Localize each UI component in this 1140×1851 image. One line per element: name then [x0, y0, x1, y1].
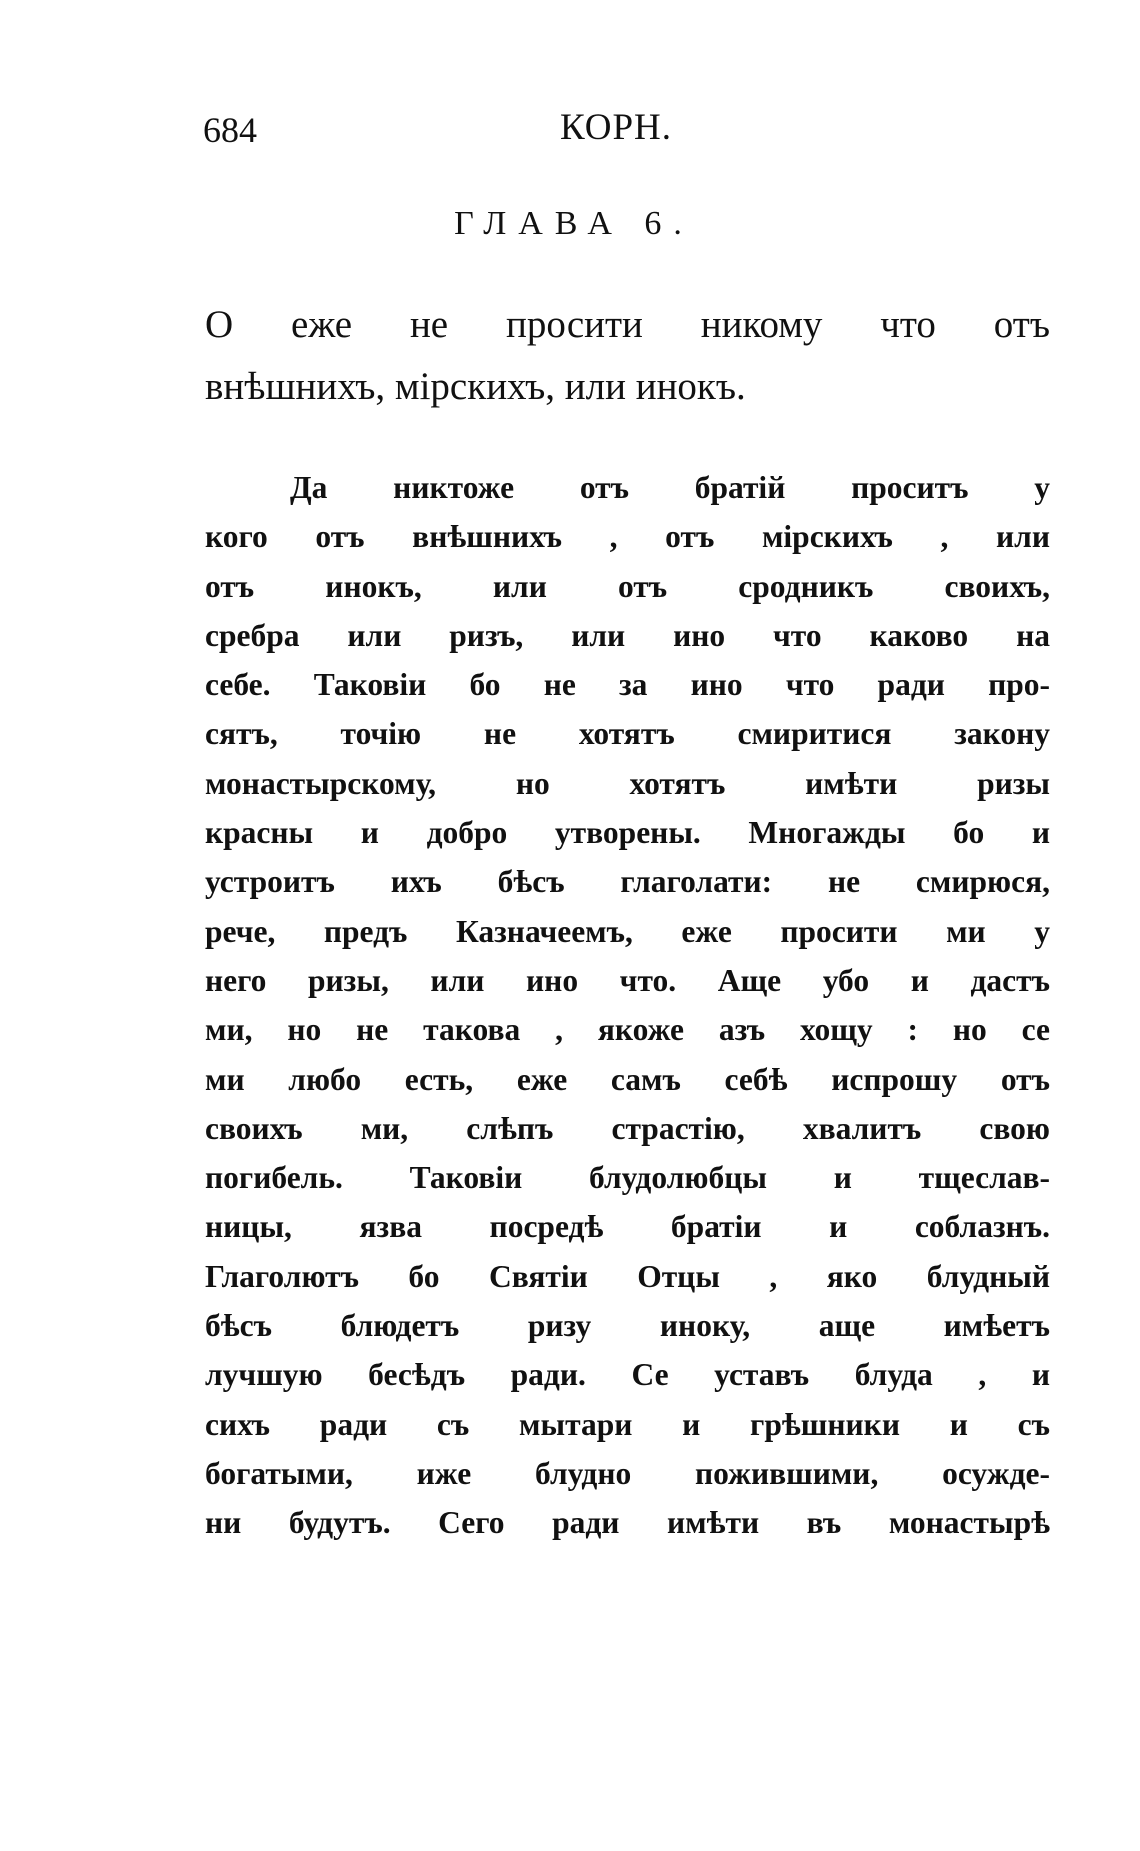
- body-line: сихъ ради съ мытари и грѣшники и съ: [205, 1406, 1050, 1442]
- body-line: лучшую бесѣдъ ради. Се уставъ блуда , и: [205, 1357, 1050, 1393]
- body-line: погибель. Таковіи блудолюбцы и тщеслав-: [205, 1160, 1050, 1196]
- body-line: ми любо есть, еже самъ себѣ испрошу отъ: [205, 1061, 1050, 1097]
- body-line: богатыми, иже блудно пожившими, осужде-: [205, 1455, 1050, 1491]
- body-line: ни будутъ. Сего ради имѣти въ монастырѣ: [205, 1505, 1050, 1541]
- body-line: монастырскому, но хотятъ имѣти ризы: [205, 765, 1050, 801]
- chapter-title: [205, 294, 1050, 418]
- body-line: своихъ ми, слѣпъ страстію, хвалитъ свою: [205, 1110, 1050, 1146]
- body-line: ницы, язва посредѣ братіи и соблазнъ.: [205, 1209, 1050, 1245]
- body-line: Да никтоже отъ братій проситъ у: [290, 470, 1050, 505]
- page-number: 684: [203, 110, 257, 150]
- body-line: отъ инокъ, или отъ сродникъ своихъ,: [205, 568, 1050, 604]
- running-head: КОРН.: [560, 107, 673, 148]
- chapter-title-line: О еже не просити никому что отъ: [205, 303, 1050, 346]
- body-text: [205, 463, 1050, 1548]
- chapter-heading: ГЛАВА 6.: [454, 205, 694, 242]
- body-line: себе. Таковіи бо не за ино что ради про-: [205, 667, 1050, 703]
- chapter-title-line: внѣшнихъ, мірскихъ, или инокъ.: [205, 365, 746, 408]
- body-line: сребра или ризъ, или ино что каково на: [205, 617, 1050, 653]
- body-line: устроитъ ихъ бѣсъ глаголати: не смирюся,: [205, 864, 1050, 900]
- body-line: красны и добро утворены. Многажды бо и: [205, 815, 1050, 851]
- body-line: ми, но не такова , якоже азъ хощу : но се: [205, 1012, 1050, 1048]
- body-line: него ризы, или ино что. Аще убо и дастъ: [205, 962, 1050, 998]
- body-line: рече, предъ Казначеемъ, еже просити ми у: [205, 913, 1050, 949]
- body-line: Глаголютъ бо Святіи Отцы , яко блудный: [205, 1258, 1050, 1294]
- body-line: кого отъ внѣшнихъ , отъ мірскихъ , или: [205, 519, 1050, 555]
- body-line: сятъ, точію не хотятъ смиритися закону: [205, 716, 1050, 752]
- body-line: бѣсъ блюдетъ ризу иноку, аще имѣетъ: [205, 1308, 1050, 1344]
